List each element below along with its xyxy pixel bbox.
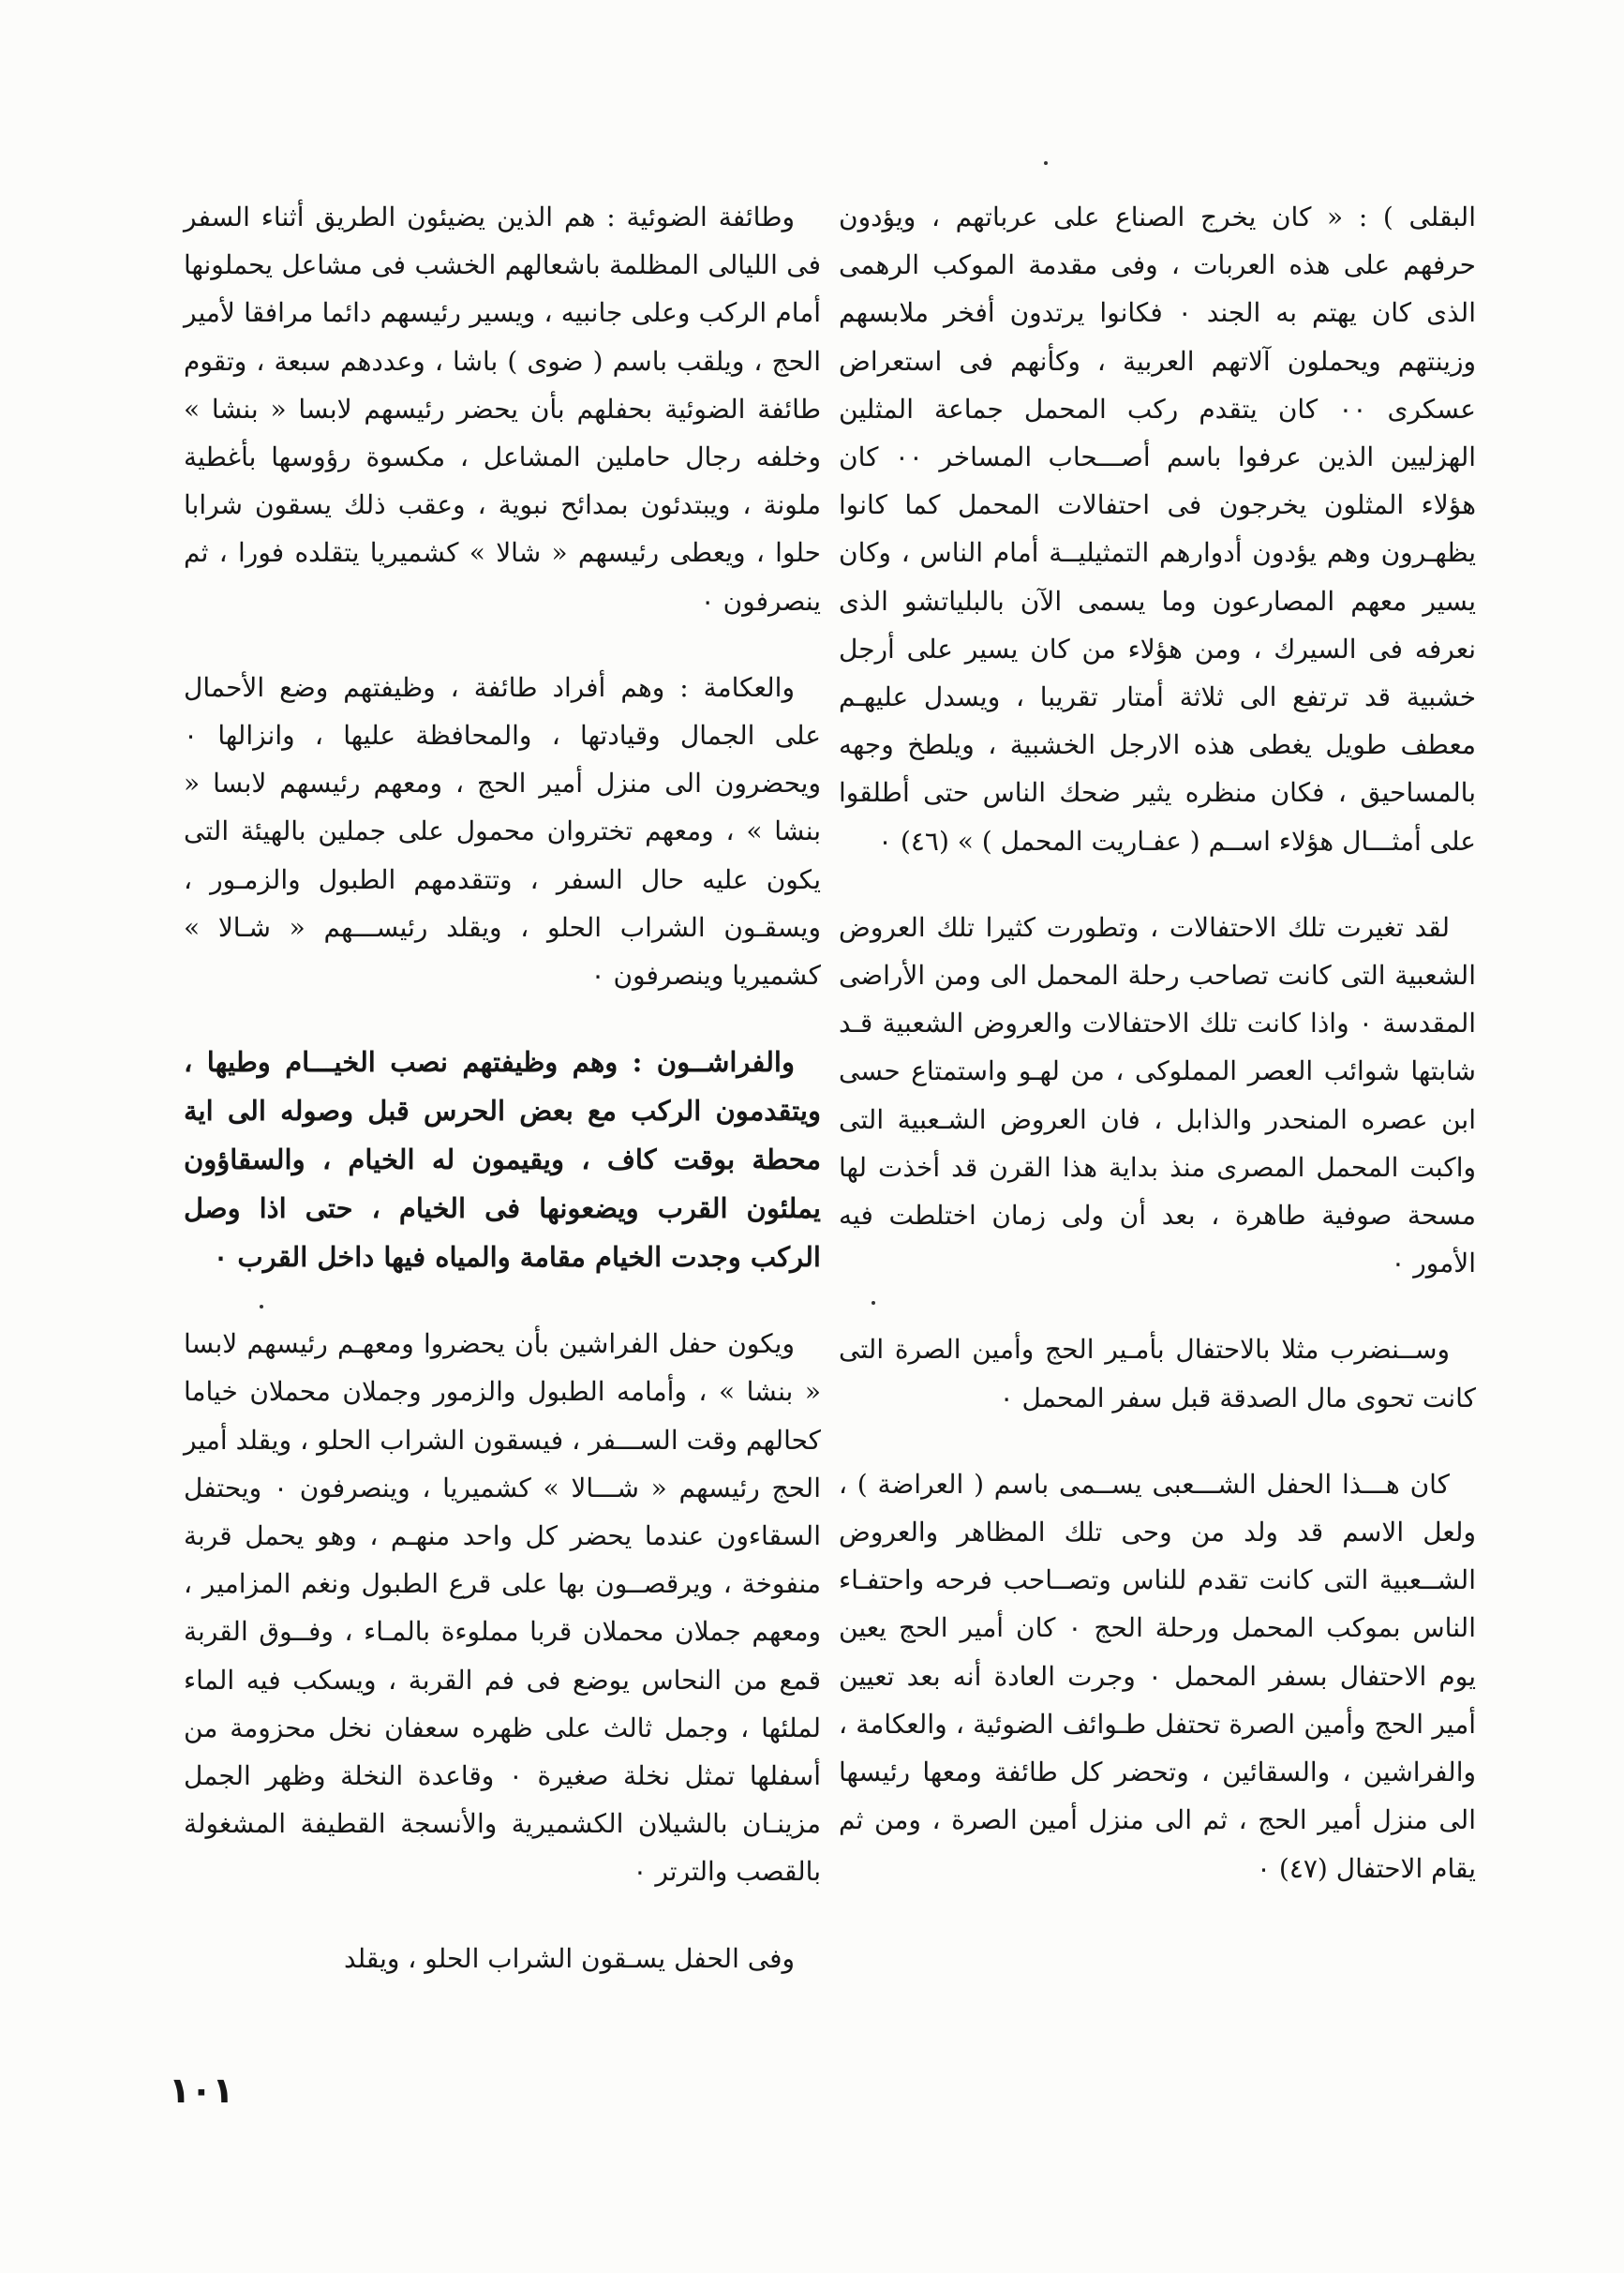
paragraph: وطائفة الضوئية : هم الذين يضيئون الطريق أثناء السفر فى الليالى المظلمة باشعالهم الخشب فى مشاعل يحملونها أمام الركب وعلى جانبيه ، ويسير رئيسهم دائما مرافقا لأمير الحج ، ويلقب باسم ( ضوى ) باشا ، وعددهم سبعة ، وتقوم طائفة الضوئية بحفلهم بأن يحضر رئيسهم لابسا « بنشا » وخلفه رجال حاملين المشاعل ، مكسوة رؤوسها بأغطية ملونة ، ويبتدئون بمدائح نبوية ، وعقب ذلك يسقون شرابا حلوا ، ويعطى رئيسهم « شالا » كشميريا يتقلده فورا ، ثم ينصرفون ٠: [184, 202, 822, 617]
paragraph-bold: والفراشــون : وهم وظيفتهم نصب الخيـــام وطيها ، ويتقدمون الركب مع بعض الحرس قبل وصوله الى اية محطة بوقت كاف ، ويقيمون له الخيام ، والسقاؤون يملئون القرب ويضعونها فى الخيام ، حتى اذا وصل الركب وجدت الخيام مقامة والمياه فيها داخل القرب ٠: [184, 1046, 821, 1274]
page-number: ١٠١: [169, 2070, 234, 2111]
print-speck: [260, 1305, 263, 1308]
paragraph: والعكامة : وهم أفراد طائفة ، وظيفتهم وضع الأحمال على الجمال وقيادتها ، والمحافظة عليها ، وانزالها ٠ ويحضرون الى منزل أمير الحج ، ومعهم رئيسهم لابسا « بنشا » ، ومعهم تختروان محمول على جملين بالهيئة التى يكون عليه حال السفر ، وتتقدمهم الطبول والزمـور ، ويسقـون الشراب الحلو ، ويقلد رئيســـهم « شـالا » كشميريا وينصرفون ٠: [184, 671, 821, 992]
paragraph: لقد تغيرت تلك الاحتفالات ، وتطورت كثيرا تلك العروض الشعبية التى كانت تصاحب رحلة المحمل الى ومن الأراضى المقدسة ٠ واذا كانت تلك الاحتفالات والعروض الشعبية قـد شابتها شوائب العصر المملوكى ، من لهـو واستمتاع حسى ابن عصره المنحدر والذابل ، فان العروض الشـعبية التى واكبت المحمل المصرى منذ بداية هذا القرن قد أخذت لها مسحة صوفية طاهرة ، بعد أن ولى زمان اختلطت فيه الأمور ٠: [839, 911, 1476, 1279]
paragraph: البقلى ) : « كان يخرج الصناع على عرباتهم ، ويؤدون حرفهم على هذه العربات ، وفى مقدمة الموكب الرهمى الذى كان يهتم به الجند ٠ فكانوا يرتدون أفخر ملابسهم وزينتهم ويحملون آلاتهم العربية ، وكأنهم فى استعراض عسكرى ٠٠ كان يتقدم ركب المحمل جماعة المثلين الهزليين الذين عرفوا باسم أصـــحاب المساخر ٠٠ كان هؤلاء المثلون يخرجون فى احتفالات المحمل كما كانوا يظهـرون وهم يؤدون أدوارهم التمثيليــة أمام الناس ، وكان يسير معهم المصارعون وما يسمى الآن بالبلياتشو الذى نعرفه فى السيرك ، ومن هؤلاء من كان يسير على أرجل خشبية قد ترتفع الى ثلاثة أمتار تقريبا ، ويسدل عليهـم معطف طويل يغطى هذه الارجل الخشبية ، ويلطخ وجهه بالمساحيق ، فكان منظره يثير ضحك الناس حتى أطلقوا على أمثـــال هؤلاء اســم ( عفـاريت المحمل ) » (٤٦) ٠: [839, 202, 1477, 857]
print-speck: [1044, 161, 1048, 165]
paragraph: ويكون حفل الفراشين بأن يحضروا ومعهـم رئيسهم لابسا « بنشا » ، وأمامه الطبول والزمور وجملان محملان خياما كحالهم وقت الســـفر ، فيسقون الشراب الحلو ، ويقلد أمير الحج رئيسهم « شـــالا » كشميريا ، وينصرفون ٠ ويحتفل السقاءون عندما يحضر كل واحد منهـم ، وهو يحمل قربة منفوخة ، ويرقصــون بها على قرع الطبول ونغم المزامير ، ومعهم جملان محملان قربا مملوءة بالمـاء ، وفــوق القربة قمع من النحاس يوضع فى فم القربة ، ويسكب فيه الماء لملئها ، وجمل ثالث على ظهره سعفان نخل محزومة من أسفلها تمثل نخلة صغيرة ٠ وقاعدة النخلة وظهر الجمل مزينـان بالشيلان الكشميرية والأنسجة القطيفة المشغولة بالقصب والترتر ٠: [184, 1328, 821, 1888]
right-text-column: [839, 193, 1476, 1931]
paragraph: وســنضرب مثلا بالاحتفال بأمـير الحج وأمين الصرة التى كانت تحوى مال الصدقة قبل سفر المحمل ٠: [839, 1334, 1476, 1413]
paragraph: وفى الحفل يسـقون الشراب الحلو ، ويقلد: [343, 1942, 795, 1974]
print-speck: [872, 1301, 875, 1305]
left-text-column: [184, 193, 821, 2011]
paragraph: كان هـــذا الحفل الشـــعبى يســمى باسم ( العراضة ) ، ولعل الاسم قد ولد من وحى تلك المظاهر والعروض الشــعبية التى كانت تقدم للناس وتصــاحب فرحه واحتفـاء الناس بموكب المحمل ورحلة الحج ٠ كان أمير الحج يعين يوم الاحتفال بسفر المحمل ٠ وجرت العادة أنه بعد تعيين أمير الحج وأمين الصرة تحتفل طـوائف الضوئية ، والعكامة ، والفراشين ، والسقائين ، وتحضر كل طائفة ومعها رئيسها الى منزل أمير الحج ، ثم الى منزل أمين الصرة ، ومن ثم يقام الاحتفال (٤٧) ٠: [839, 1468, 1476, 1884]
